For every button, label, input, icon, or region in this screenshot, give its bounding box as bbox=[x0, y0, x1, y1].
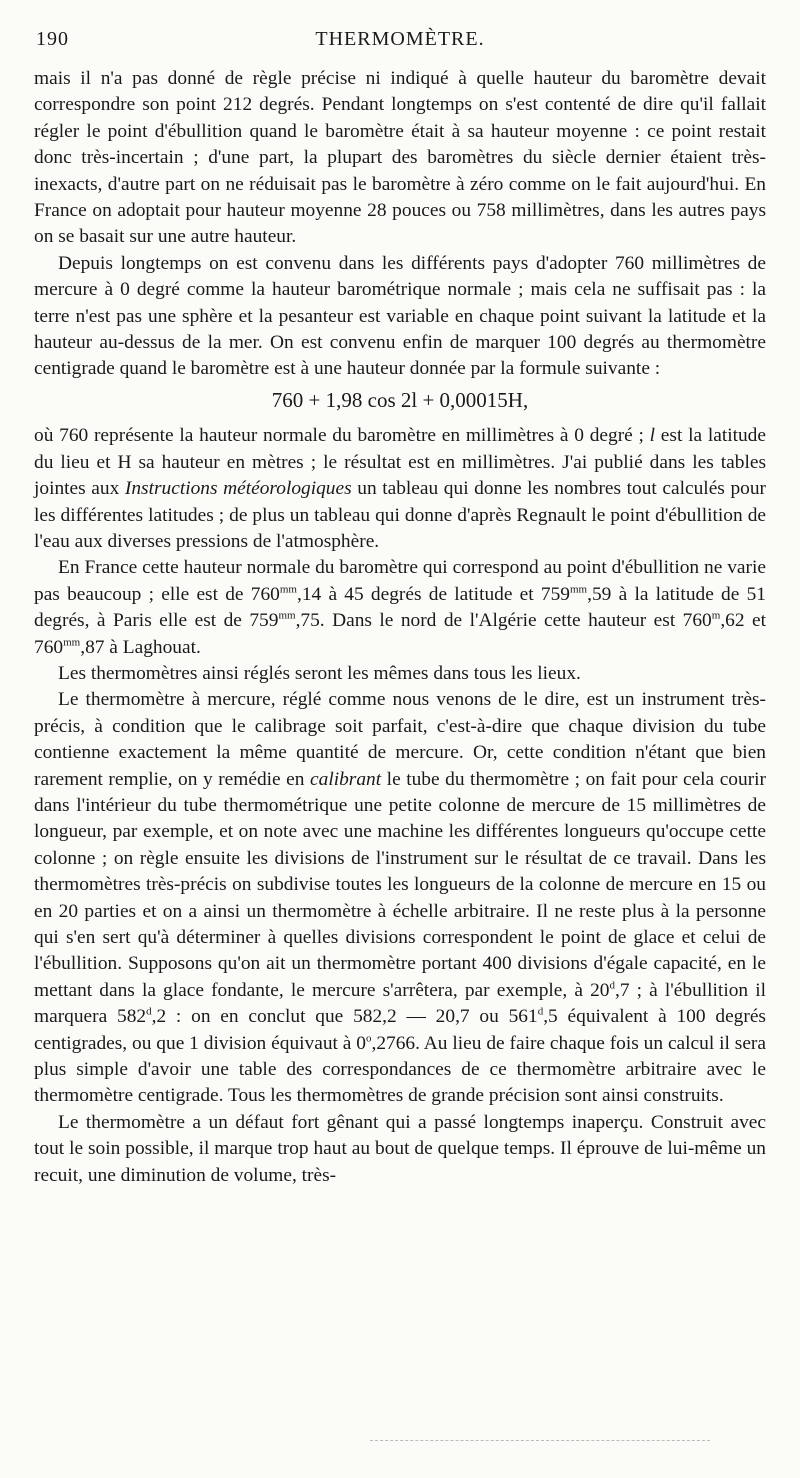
page-body bbox=[34, 66, 766, 1189]
paragraph-5: Les thermomètres ainsi réglés seront les mêmes dans tous les lieux. bbox=[58, 662, 581, 684]
paragraph-4-text: En France cette hauteur normale du baromètre qui correspond au point d'ébullition ne varie pas beaucoup ; elle est de 760 bbox=[34, 557, 766, 605]
paragraph-6-text: ,2766. Au lieu de faire chaque fois un calcul il sera plus simple d'avoir une table des correspondances de ce thermomètre arbitraire avec le thermomètre centigrade. Tous les thermomètres de grande précision sont ainsi construits. bbox=[34, 1032, 766, 1107]
italic-title: Instructions météorologiques bbox=[124, 478, 352, 500]
unit-superscript: mm bbox=[278, 609, 296, 622]
unit-superscript: m bbox=[711, 609, 721, 622]
paragraph-4-text: ,62 et 760 bbox=[34, 610, 766, 658]
paragraph-2: Depuis longtemps on est convenu dans les différents pays d'adopter 760 millimètres de mercure à 0 degré comme la hauteur barométrique normale ; mais cela ne suffisait pas : la terre n'est pas une sphère et la pesanteur est variable en chaque point suivant la latitude et la hauteur au-dessus de la mer. On est convenu enfin de marquer 100 degrés au thermomètre centigrade quand le baromètre est à une hauteur donnée par la formule suivante : bbox=[34, 252, 766, 380]
footer-rule bbox=[370, 1440, 710, 1442]
paragraph-1: mais il n'a pas donné de règle précise ni indiqué à quelle hauteur du baromètre devait correspondre son point 212 degrés. Pendant longtemps on s'est contenté de dire qu'il fallait régler le point d'ébullition quand le baromètre était à sa hauteur moyenne : ce point restait donc très-incertain ; d'une part, la plupart des baromètres du siècle dernier étaient très-inexacts, d'autre part on ne réduisait pas le baromètre à zéro comme on le fait aujourd'hui. En France on adoptait pour hauteur moyenne 28 pouces ou 758 millimètres, dans les autres pays on se basait sur une autre hauteur. bbox=[34, 68, 766, 248]
paragraph-6 bbox=[34, 687, 766, 1110]
paragraph-6-text: Le thermomètre à mercure, réglé comme nous venons de le dire, est un instrument très-précis, à condition que le calibrage soit parfait, c'est-à-dire que chaque division du tube contienne exactement la même quantité de mercure. Or, cette condition n'étant que bien rarement remplie, on y remédie en bbox=[34, 689, 766, 790]
paragraph-7: Le thermomètre a un défaut fort gênant qui a passé longtemps inaperçu. Construit avec tout le soin possible, il marque trop haut au bout de quelque temps. Il éprouve de lui-même un recuit, une diminution de volume, très- bbox=[34, 1111, 766, 1186]
latitude-symbol: l bbox=[649, 425, 656, 447]
unit-superscript: mm bbox=[63, 636, 81, 649]
paragraph-6-text: ,7 ; à l'ébullition il marquera 582 bbox=[34, 979, 766, 1028]
paragraph-6-text: ,2 : on en conclut que 582,2 — 20,7 ou 561 bbox=[151, 1006, 538, 1028]
paragraph-4-text: ,87 à Laghouat. bbox=[80, 636, 201, 658]
unit-superscript: mm bbox=[279, 583, 297, 596]
paragraph-4-text: ,14 à 45 degrés de latitude et 759 bbox=[296, 583, 570, 605]
paragraph-3 bbox=[34, 423, 766, 555]
paragraph-4-text: ,59 à la latitude de 51 degrés, à Paris elle est de 759 bbox=[34, 583, 766, 632]
unit-superscript: d bbox=[146, 1005, 152, 1018]
paragraph-3-text: un tableau qui donne les nombres tout calculés pour les différentes latitudes ; de plus un tableau qui donne d'après Regnault le point d'ébullition de l'eau aux diverses pressions de l'atmosphère. bbox=[34, 478, 766, 552]
running-title: THERMOMÈTRE. bbox=[315, 28, 485, 50]
page-number: 190 bbox=[36, 28, 69, 50]
unit-superscript: o bbox=[365, 1032, 372, 1045]
formula: 760 + 1,98 cos 2l + 0,00015H, bbox=[271, 387, 529, 412]
paragraph-4 bbox=[34, 555, 766, 661]
paragraph-6-text: ,5 équivalent à 100 degrés centigrades, ou que 1 division équivaut à 0 bbox=[34, 1006, 766, 1054]
page-header bbox=[36, 28, 764, 58]
unit-superscript: d bbox=[609, 979, 615, 992]
italic-word: calibrant bbox=[310, 768, 382, 790]
paragraph-3-text: est la latitude du lieu et H sa hauteur en mètres ; le résultat est en millimètres. J'ai publié dans les tables jointes aux bbox=[34, 425, 766, 500]
paragraph-3-text: où 760 représente la hauteur normale du baromètre en millimètres à 0 degré ; bbox=[34, 425, 650, 447]
unit-superscript: mm bbox=[570, 583, 588, 596]
unit-superscript: d bbox=[537, 1005, 544, 1018]
paragraph-4-text: ,75. Dans le nord de l'Algérie cette hauteur est 760 bbox=[295, 610, 712, 632]
paragraph-6-text: le tube du thermomètre ; on fait pour cela courir dans l'intérieur du tube thermométrique une petite colonne de mercure de 15 millimètres de longueur, par exemple, et on note avec une machine les différentes longueurs qu'occupe cette colonne ; on règle ensuite les divisions de l'instrument sur le résultat de ce travail. Dans les thermomètres très-précis on subdivise toutes les longueurs de la colonne de mercure en 15 ou en 20 parties et on a ainsi un thermomètre à échelle arbitraire. Il ne reste plus à la personne qui s'en sert qu'à déterminer à quelles divisions correspondent le point de glace et celui de l'ébullition. Supposons qu'on ait un thermomètre portant 400 divisions d'égale capacité, en le mettant dans la glace fondante, le mercure s'arrêtera, par exemple, à 20 bbox=[34, 768, 767, 1001]
